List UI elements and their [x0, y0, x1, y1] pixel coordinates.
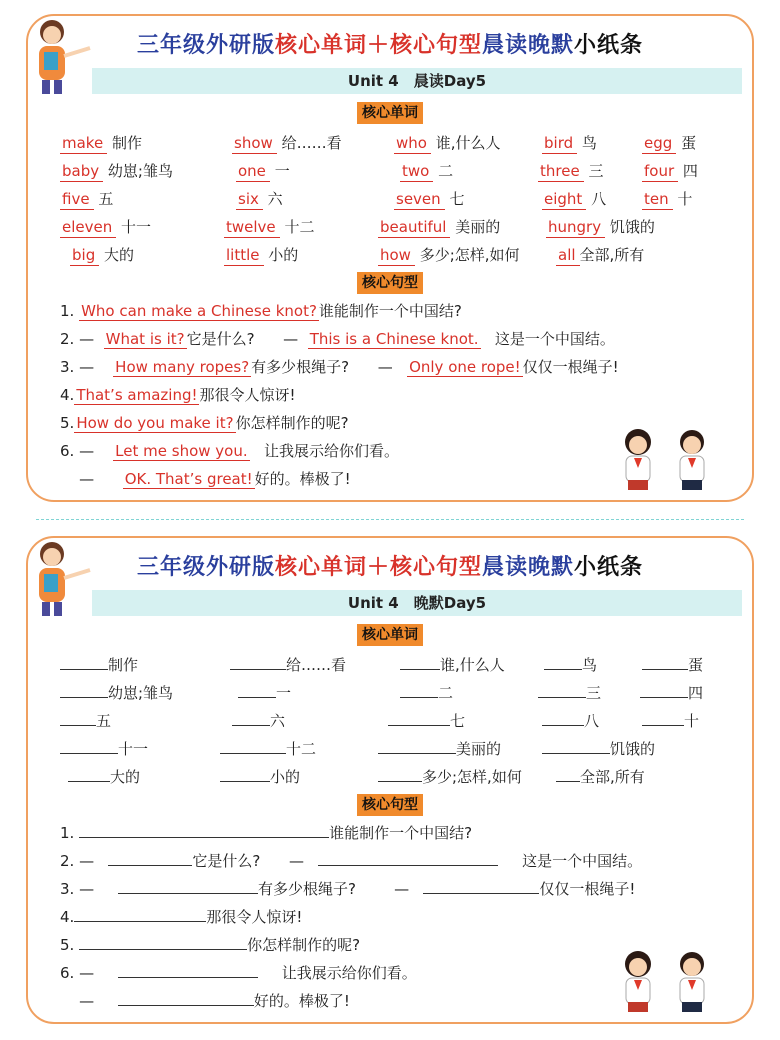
word-blank[interactable]: 给……看 [230, 654, 346, 675]
word-item: five 五 [62, 190, 114, 208]
sentence-row: 3. — 有多少根绳子? — 仅仅一根绳子! [60, 880, 636, 898]
word-blank[interactable]: 一 [238, 682, 291, 703]
word-blank[interactable]: 蛋 [642, 654, 703, 675]
word-row [60, 240, 720, 268]
words-section-tag: 核心单词 [357, 624, 423, 646]
word-blank[interactable]: 美丽的 [378, 738, 501, 759]
sentence-row: 1. Who can make a Chinese knot? 谁能制作一个中国结? [60, 302, 462, 320]
word-item: four 四 [644, 162, 698, 180]
word-blank[interactable]: 大的 [68, 766, 140, 787]
word-blank[interactable]: 谁,什么人 [400, 654, 505, 675]
word-blank[interactable]: 全部,所有 [556, 766, 645, 787]
word-item: two 二 [402, 162, 454, 180]
word-blank[interactable]: 制作 [60, 654, 138, 675]
word-item: bird 鸟 [544, 134, 597, 152]
answer-blank[interactable] [108, 850, 192, 866]
words-section-tag: 核心单词 [357, 102, 423, 124]
vocabulary-dictation-list [60, 650, 720, 790]
word-blank[interactable]: 十二 [220, 738, 316, 759]
evening-dictation-card [26, 536, 754, 1024]
sentence-row: 1. 谁能制作一个中国结? [60, 824, 473, 842]
word-blank[interactable]: 十 [642, 710, 699, 731]
word-item: one 一 [238, 162, 290, 180]
unit-banner: Unit 4 晨读Day5 [92, 68, 742, 94]
sentence-row: 2. — 它是什么? — 这是一个中国结。 [60, 852, 643, 870]
sentence-row: 6. — Let me show you. 让我展示给你们看。 [60, 442, 399, 460]
word-item: eight 八 [544, 190, 607, 208]
word-item: show 给……看 [234, 134, 342, 152]
word-row [60, 184, 720, 212]
answer-blank[interactable] [318, 850, 498, 866]
sentences-section-tag: 核心句型 [357, 794, 423, 816]
morning-reading-card [26, 14, 754, 502]
word-blank[interactable]: 五 [60, 710, 111, 731]
page-title: 三年级外研版核心单词＋核心句型晨读晚默小纸条 [136, 33, 644, 58]
unit-banner: Unit 4 晚默Day5 [92, 590, 742, 616]
word-item: how 多少;怎样,如何 [380, 246, 520, 264]
sentence-row: 5. 你怎样制作的呢? [60, 936, 361, 954]
students-illustration-icon [612, 946, 722, 1016]
answer-blank[interactable] [79, 934, 247, 950]
word-row [60, 156, 720, 184]
answer-blank[interactable] [118, 878, 258, 894]
word-row [60, 128, 720, 156]
word-blank[interactable]: 鸟 [544, 654, 597, 675]
word-blank[interactable]: 七 [388, 710, 465, 731]
answer-blank[interactable] [74, 906, 206, 922]
word-blank[interactable]: 饥饿的 [542, 738, 655, 759]
word-blank[interactable]: 六 [232, 710, 285, 731]
sentence-row: 3. — How many ropes? 有多少根绳子? — Only one rope! 仅仅一根绳子! [60, 358, 619, 376]
word-blank[interactable]: 八 [542, 710, 599, 731]
word-row [60, 212, 720, 240]
word-row [60, 678, 720, 706]
sentence-row: 4. 那很令人惊讶! [60, 908, 303, 926]
answer-blank[interactable] [118, 962, 258, 978]
word-item: six 六 [238, 190, 283, 208]
sentence-row: 5. How do you make it? 你怎样制作的呢? [60, 414, 349, 432]
sentence-row: 2. — What is it? 它是什么? — This is a Chinese knot. 这是一个中国结。 [60, 330, 615, 348]
answer-blank[interactable] [79, 822, 329, 838]
word-item: make 制作 [62, 134, 142, 152]
sentence-row: 6. — 让我展示给你们看。 [60, 964, 417, 982]
page-title: 三年级外研版核心单词＋核心句型晨读晚默小纸条 [136, 555, 644, 580]
word-item: all 全部,所有 [558, 246, 645, 264]
word-item: baby 幼崽;雏鸟 [62, 162, 173, 180]
word-blank[interactable]: 三 [538, 682, 601, 703]
sentence-row: — OK. That’s great! 好的。棒极了! [79, 470, 351, 488]
vocabulary-list [60, 128, 720, 268]
word-item: seven 七 [396, 190, 465, 208]
sentence-row: 4. That’s amazing! 那很令人惊讶! [60, 386, 296, 404]
word-blank[interactable]: 四 [640, 682, 703, 703]
word-item: egg 蛋 [644, 134, 697, 152]
word-blank[interactable]: 十一 [60, 738, 148, 759]
word-item: beautiful 美丽的 [380, 218, 501, 236]
word-item: who 谁,什么人 [396, 134, 501, 152]
word-item: hungry 饥饿的 [548, 218, 655, 236]
answer-blank[interactable] [118, 990, 254, 1006]
word-row [60, 650, 720, 678]
word-item: three 三 [540, 162, 604, 180]
word-row [60, 762, 720, 790]
word-item: big 大的 [72, 246, 135, 264]
students-illustration-icon [612, 424, 722, 494]
word-blank[interactable]: 二 [400, 682, 453, 703]
word-item: eleven 十一 [62, 218, 152, 236]
answer-blank[interactable] [423, 878, 539, 894]
word-item: little 小的 [226, 246, 299, 264]
word-row [60, 706, 720, 734]
word-item: ten 十 [644, 190, 693, 208]
word-row [60, 734, 720, 762]
section-divider [36, 519, 744, 520]
sentences-section-tag: 核心句型 [357, 272, 423, 294]
word-blank[interactable]: 小的 [220, 766, 300, 787]
word-blank[interactable]: 幼崽;雏鸟 [60, 682, 173, 703]
word-blank[interactable]: 多少;怎样,如何 [378, 766, 522, 787]
word-item: twelve 十二 [226, 218, 315, 236]
sentence-row: — 好的。棒极了! [79, 992, 350, 1010]
